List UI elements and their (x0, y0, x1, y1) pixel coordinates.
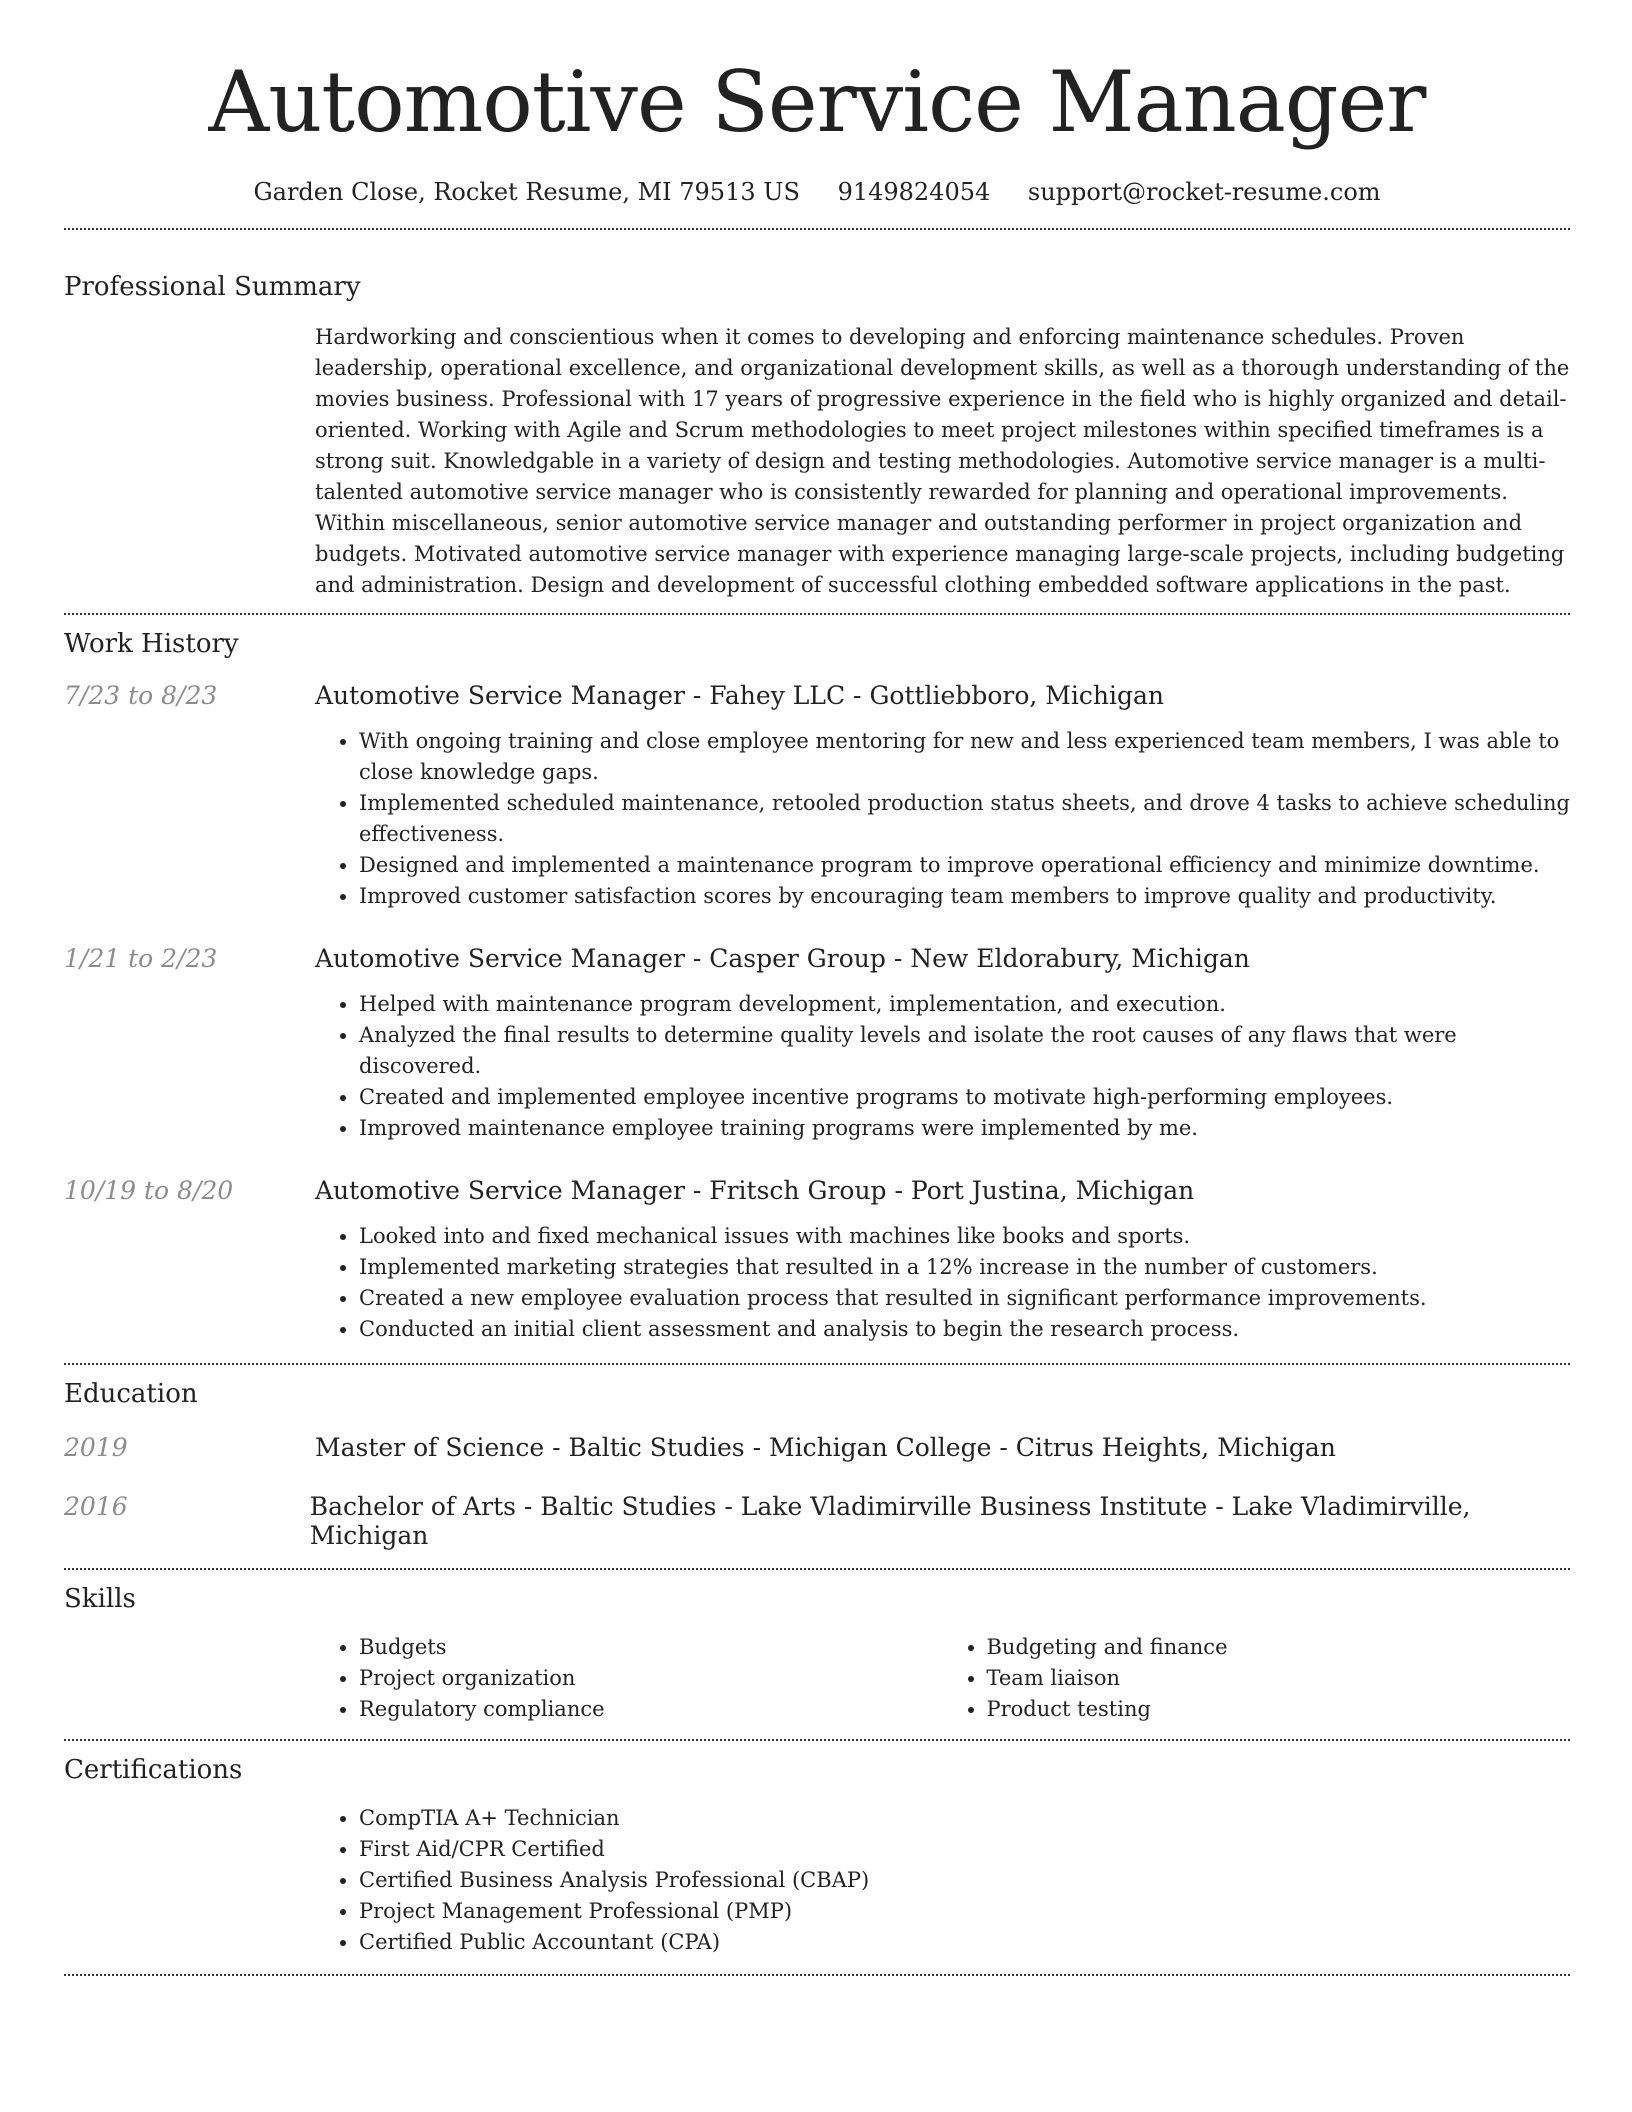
job-header (64, 1176, 1570, 1205)
job-bullet: • Improved maintenance employee training programs were implemented by me. (359, 1113, 1570, 1144)
certification-item: • Certified Public Accountant (CPA) (359, 1927, 1570, 1958)
job-entry (64, 944, 1570, 1144)
job-bullet: • Looked into and fixed mechanical issues with machines like books and sports. (359, 1221, 1570, 1252)
job-bullet: • Created and implemented employee incentive programs to motivate high-performing employees. (359, 1082, 1570, 1113)
job-date: 7/23 to 8/23 (64, 681, 218, 710)
job-header (64, 944, 1570, 973)
skills-column-left (315, 1632, 943, 1725)
certification-item: • Certified Business Analysis Professional (CBAP) (359, 1865, 1570, 1896)
education-year: 2019 (64, 1433, 128, 1462)
contact-phone: 9149824054 (837, 178, 991, 206)
job-bullet: • Conducted an initial client assessment and analysis to begin the research process. (359, 1314, 1570, 1345)
job-heading: Automotive Service Manager - Casper Group - New Eldorabury, Michigan (315, 944, 1250, 973)
section-title-summary: Professional Summary (64, 272, 361, 302)
divider (64, 613, 1570, 615)
skills-list (315, 1632, 1570, 1725)
job-bullet: • Helped with maintenance program development, implementation, and execution. (359, 989, 1570, 1020)
job-bullet: • Created a new employee evaluation process that resulted in significant performance improvements. (359, 1283, 1570, 1314)
section-title-certifications: Certifications (64, 1755, 243, 1785)
section-title-work: Work History (64, 629, 239, 659)
job-bullet: • Improved customer satisfaction scores by encouraging team members to improve quality and productivity. (359, 881, 1570, 912)
skill-item: • Regulatory compliance (359, 1694, 943, 1725)
education-year: 2016 (64, 1492, 128, 1521)
job-bullets (315, 1221, 1570, 1345)
job-bullet: • Designed and implemented a maintenance program to improve operational efficiency and minimize downtime. (359, 850, 1570, 881)
job-heading: Automotive Service Manager - Fahey LLC - Gottliebboro, Michigan (315, 681, 1164, 710)
divider (64, 1363, 1570, 1365)
section-title-skills: Skills (64, 1584, 136, 1614)
contact-address: Garden Close, Rocket Resume, MI 79513 US (253, 178, 800, 206)
education-entry (64, 1433, 1570, 1462)
education-heading: Master of Science - Baltic Studies - Michigan College - Citrus Heights, Michigan (315, 1433, 1336, 1462)
summary-body (315, 322, 1570, 601)
job-bullets (315, 989, 1570, 1144)
divider (64, 1568, 1570, 1570)
skill-item: • Project organization (359, 1663, 943, 1694)
contact-line (64, 176, 1570, 208)
skill-item: • Budgets (359, 1632, 943, 1663)
skill-item: • Budgeting and finance (987, 1632, 1571, 1663)
job-bullets (315, 726, 1570, 912)
skill-item: • Team liaison (987, 1663, 1571, 1694)
job-heading: Automotive Service Manager - Fritsch Group - Port Justina, Michigan (315, 1176, 1195, 1205)
divider (64, 1974, 1570, 1976)
skill-item: • Product testing (987, 1694, 1571, 1725)
resume-name: Automotive Service Manager (208, 53, 1426, 151)
education-heading: Bachelor of Arts - Baltic Studies - Lake Vladimirville Business Institute - Lake Vladimirville, Michigan (309, 1492, 1471, 1550)
skills-column-right (943, 1632, 1571, 1725)
summary-text: Hardworking and conscientious when it comes to developing and enforcing maintenance schedules. Proven leadership, operational excellence, and organizational development skills, as well as a thorough understanding of the movies business. Professional with 17 years of progressive experience in the field who is highly organized and detail-oriented. Working with Agile and Scrum methodologies to meet project milestones within specified timeframes is a strong suit. Knowledgable in a variety of design and testing methodologies. Automotive service manager is a multi-talented automotive service manager who is consistently rewarded for planning and operational improvements. Within miscellaneous, senior automotive service manager and outstanding performer in project organization and budgets. Motivated automotive service manager with experience managing large-scale projects, including budgeting and administration. Design and development of successful clothing embedded software applications in the past. (315, 325, 1570, 597)
job-entry (64, 1176, 1570, 1345)
job-bullet: • Analyzed the final results to determine quality levels and isolate the root causes of any flaws that were discovered. (359, 1020, 1570, 1082)
certification-item: • CompTIA A+ Technician (359, 1803, 1570, 1834)
contact-email[interactable]: support@rocket-resume.com (1027, 178, 1381, 206)
resume-page (64, 0, 1570, 1976)
certifications-list (315, 1803, 1570, 1958)
job-bullet: • Implemented scheduled maintenance, retooled production status sheets, and drove 4 tasks to achieve scheduling effectiveness. (359, 788, 1570, 850)
job-date: 10/19 to 8/20 (64, 1176, 234, 1205)
job-header (64, 681, 1570, 710)
divider (64, 1739, 1570, 1741)
certification-item: • Project Management Professional (PMP) (359, 1896, 1570, 1927)
job-bullet: • With ongoing training and close employee mentoring for new and less experienced team members, I was able to close knowledge gaps. (359, 726, 1570, 788)
education-entry (64, 1492, 1570, 1550)
job-entry (64, 681, 1570, 912)
section-title-education: Education (64, 1379, 198, 1409)
job-bullet: • Implemented marketing strategies that resulted in a 12% increase in the number of customers. (359, 1252, 1570, 1283)
certification-item: • First Aid/CPR Certified (359, 1834, 1570, 1865)
divider (64, 228, 1570, 230)
job-date: 1/21 to 2/23 (64, 944, 218, 973)
